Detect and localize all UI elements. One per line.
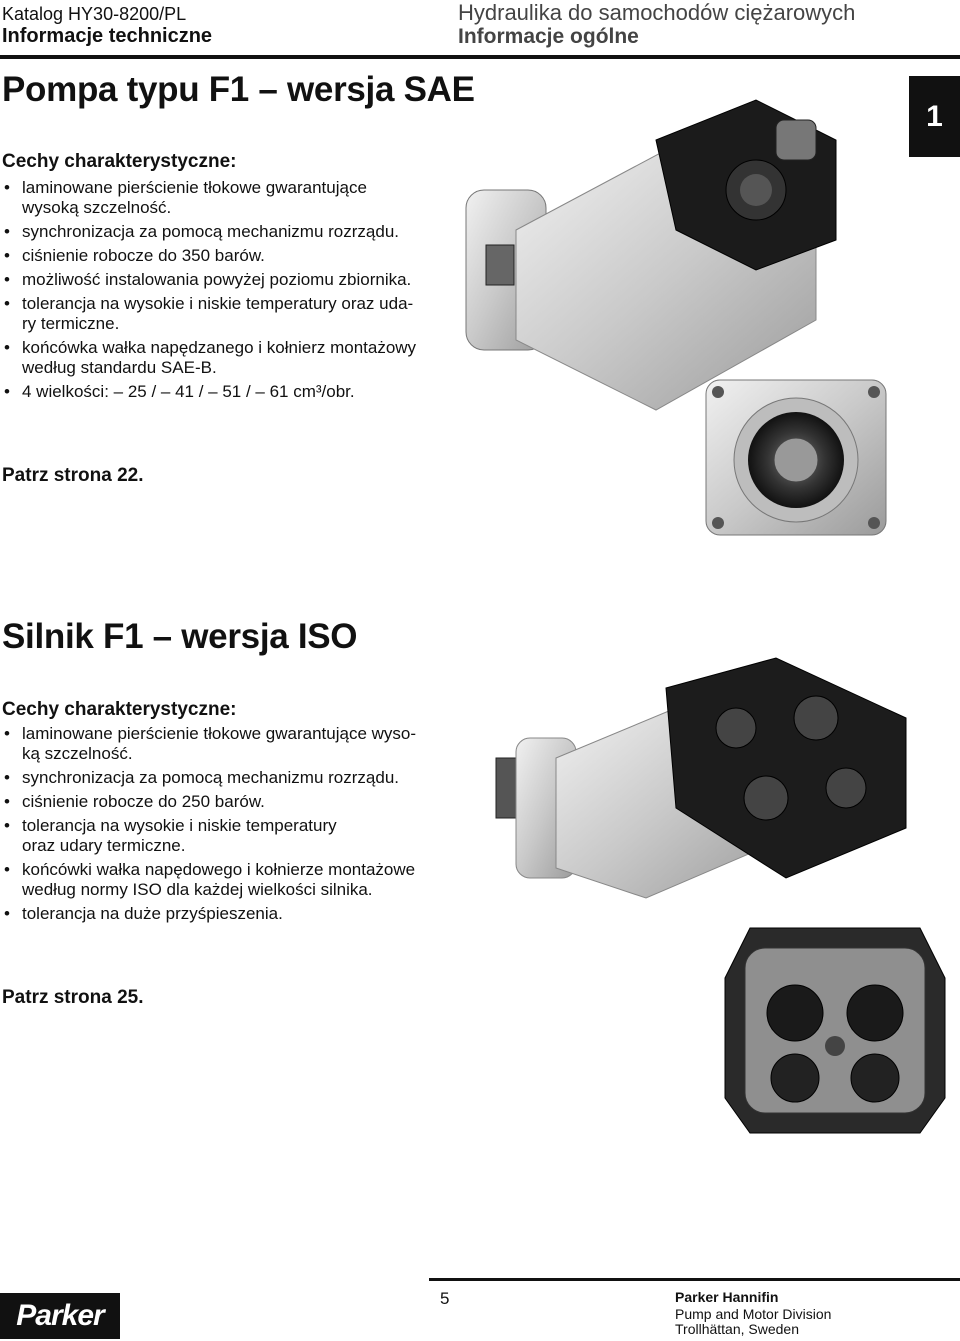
motor-feature-line: laminowane pierścienie tłokowe gwarantujące wyso- xyxy=(22,724,417,743)
pump-feature-line: tolerancja na wysokie i niskie temperatury oraz uda- xyxy=(22,294,414,313)
motor-feature-item xyxy=(2,792,442,812)
pump-feature-item xyxy=(2,382,442,402)
pump-product-image xyxy=(456,80,896,540)
motor-feature-line: tolerancja na duże przyśpieszenia. xyxy=(22,904,283,923)
pump-feature-line: wysoką szczelność. xyxy=(22,198,172,217)
motor-feature-line: ciśnienie robocze do 250 barów. xyxy=(22,792,265,811)
section-title-left: Informacje techniczne xyxy=(2,25,213,47)
pump-feature-line: możliwość instalowania powyżej poziomu zbiornika. xyxy=(22,270,412,289)
motor-port-face-image xyxy=(720,918,950,1140)
motor-feature-item xyxy=(2,768,442,788)
parker-logo: Parker xyxy=(0,1293,120,1339)
catalog-number: Katalog HY30-8200/PL xyxy=(2,4,187,24)
motor-feature-line: oraz udary termiczne. xyxy=(22,836,186,855)
pump-feature-line: synchronizacja za pomocą mechanizmu rozrządu. xyxy=(22,222,400,241)
chapter-tab: 1 xyxy=(909,76,960,157)
footer-rule xyxy=(429,1278,960,1281)
pump-feature-line: ry termiczne. xyxy=(22,314,120,333)
motor-see-page: Patrz strona 25. xyxy=(2,987,144,1008)
motor-feature-item xyxy=(2,904,442,924)
header-right-title: Hydraulika do samochodów ciężarowych xyxy=(458,0,856,25)
company-location: Trollhättan, Sweden xyxy=(675,1321,799,1337)
pump-feature-item xyxy=(2,222,442,242)
motor-feature-item xyxy=(2,860,442,900)
company-division: Pump and Motor Division xyxy=(675,1306,832,1322)
pump-feature-line: końcówka wałka napędzanego i kołnierz montażowy xyxy=(22,338,417,357)
pump-feature-line: według standardu SAE-B. xyxy=(22,358,217,377)
pump-feature-line: 4 wielkości: – 25 / – 41 / – 51 / – 61 cm³/obr. xyxy=(22,382,355,401)
pump-see-page: Patrz strona 22. xyxy=(2,465,144,486)
motor-feature-item xyxy=(2,816,442,856)
pump-feature-line: ciśnienie robocze do 350 barów. xyxy=(22,246,265,265)
motor-features-list xyxy=(2,724,442,928)
motor-features-heading: Cechy charakterystyczne: xyxy=(2,699,237,720)
motor-feature-line: ką szczelność. xyxy=(22,744,133,763)
pump-title: Pompa typu F1 – wersja SAE xyxy=(2,70,475,109)
company-name: Parker Hannifin xyxy=(675,1289,779,1305)
motor-side-image xyxy=(486,648,916,928)
pump-feature-item xyxy=(2,270,442,290)
motor-feature-line: końcówki wałka napędowego i kołnierze montażowe xyxy=(22,860,416,879)
pump-feature-item xyxy=(2,178,442,218)
page-number: 5 xyxy=(440,1289,450,1308)
motor-feature-line: synchronizacja za pomocą mechanizmu rozrządu. xyxy=(22,768,400,787)
motor-feature-item xyxy=(2,724,442,764)
pump-feature-line: laminowane pierścienie tłokowe gwarantujące xyxy=(22,178,367,197)
motor-title: Silnik F1 – wersja ISO xyxy=(2,617,358,656)
header-rule xyxy=(0,55,960,59)
pump-features-list xyxy=(2,178,442,406)
pump-features-heading: Cechy charakterystyczne: xyxy=(2,151,237,172)
motor-feature-line: tolerancja na wysokie i niskie temperatury xyxy=(22,816,337,835)
pump-feature-item xyxy=(2,338,442,378)
motor-feature-line: według normy ISO dla każdej wielkości silnika. xyxy=(22,880,373,899)
pump-feature-item xyxy=(2,246,442,266)
pump-feature-item xyxy=(2,294,442,334)
header-right-section: Informacje ogólne xyxy=(458,25,639,48)
